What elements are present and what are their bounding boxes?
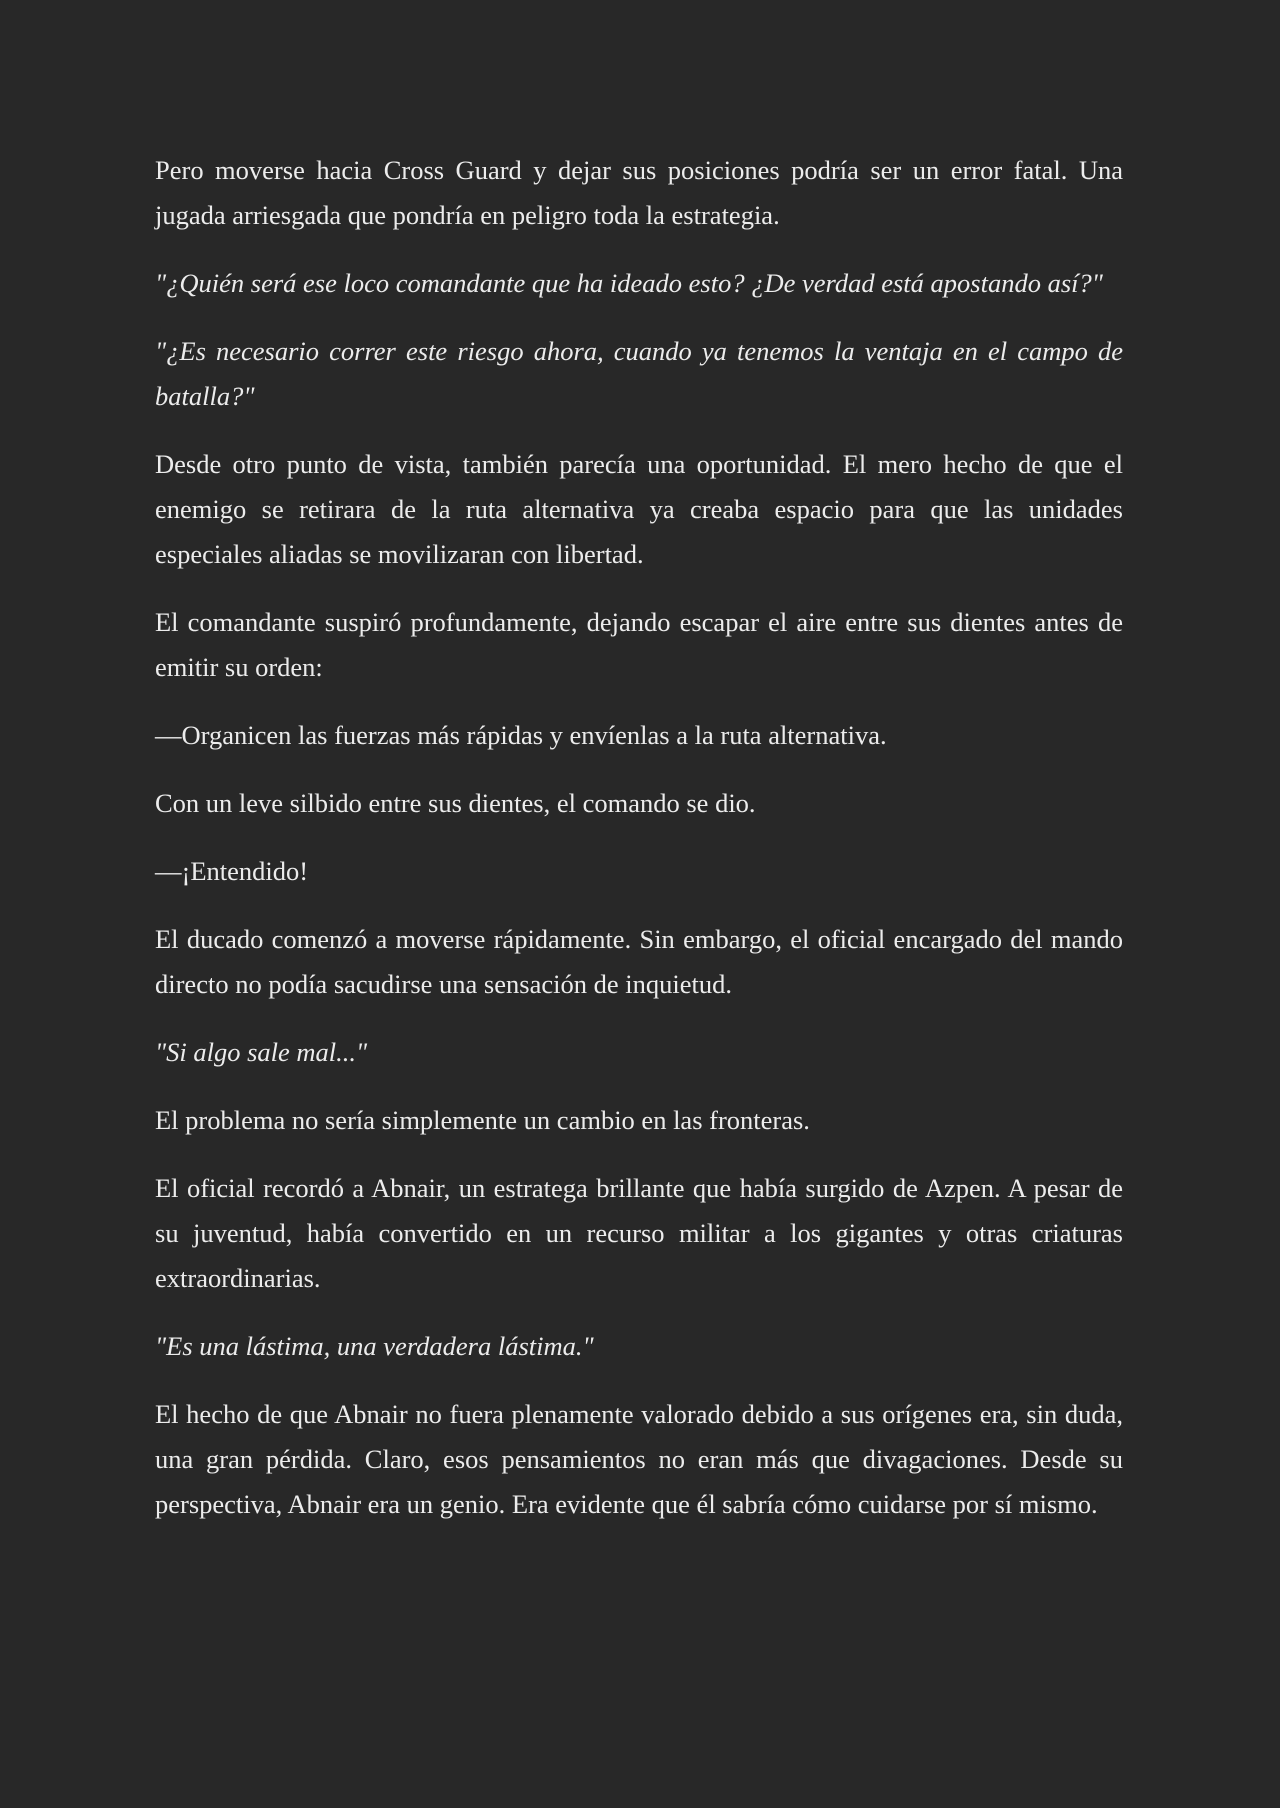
paragraph: Con un leve silbido entre sus dientes, el comando se dio. (155, 788, 756, 818)
paragraph-thought: "¿Es necesario correr este riesgo ahora, cuando ya tenemos la ventaja en el campo de batalla?" (155, 336, 1123, 411)
paragraph: El problema no sería simplemente un cambio en las fronteras. (155, 1105, 810, 1135)
paragraph: El ducado comenzó a moverse rápidamente. Sin embargo, el oficial encargado del mando directo no podía sacudirse una sensación de inquietud. (155, 924, 1123, 999)
paragraph-thought: "Si algo sale mal..." (155, 1037, 368, 1067)
paragraph-thought: "Es una lástima, una verdadera lástima." (155, 1331, 594, 1361)
paragraph: El hecho de que Abnair no fuera plenamente valorado debido a sus orígenes era, sin duda, una gran pérdida. Claro, esos pensamientos no eran más que divagaciones. Desde su perspectiva, Abnair era un genio. Era evidente que él sabría cómo cuidarse por sí mismo. (155, 1399, 1123, 1519)
paragraph: Desde otro punto de vista, también parecía una oportunidad. El mero hecho de que el enemigo se retirara de la ruta alternativa ya creaba espacio para que las unidades especiales aliadas se movilizaran con libertad. (155, 449, 1123, 569)
paragraph: Pero moverse hacia Cross Guard y dejar sus posiciones podría ser un error fatal. Una jugada arriesgada que pondría en peligro toda la estrategia. (155, 155, 1123, 230)
document-page (155, 148, 1123, 1550)
paragraph: El oficial recordó a Abnair, un estratega brillante que había surgido de Azpen. A pesar de su juventud, había convertido en un recurso militar a los gigantes y otras criaturas extraordinarias. (155, 1173, 1123, 1293)
paragraph-thought: "¿Quién será ese loco comandante que ha ideado esto? ¿De verdad está apostando así?" (155, 268, 1103, 298)
paragraph-dialogue: —¡Entendido! (155, 856, 309, 886)
paragraph: El comandante suspiró profundamente, dejando escapar el aire entre sus dientes antes de emitir su orden: (155, 607, 1123, 682)
paragraph-dialogue: —Organicen las fuerzas más rápidas y envíenlas a la ruta alternativa. (155, 720, 887, 750)
